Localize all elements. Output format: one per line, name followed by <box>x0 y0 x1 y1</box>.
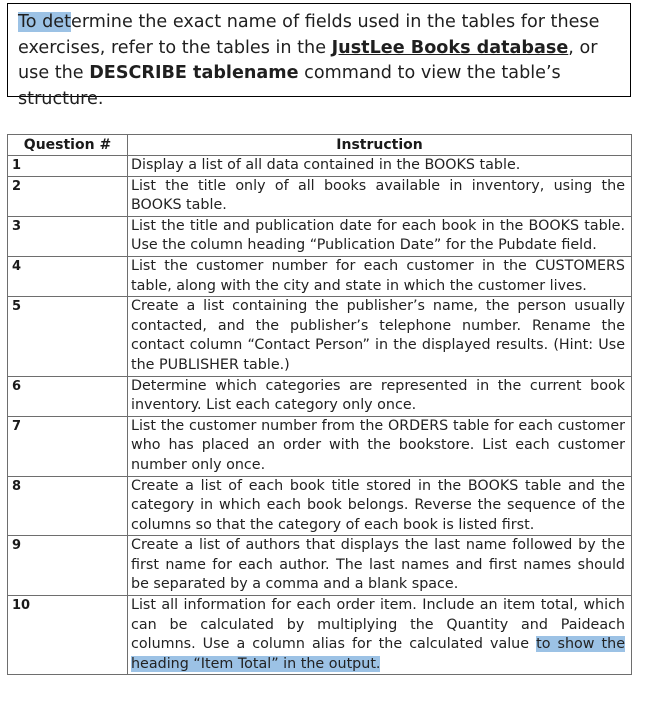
highlighted-text: To det <box>18 12 72 32</box>
table-header-row <box>8 135 632 156</box>
question-number: 1 <box>8 156 128 177</box>
header-question-number: Question # <box>8 135 128 156</box>
intro-text: ermine the exact name of fields used in the tables for these exercises, refer to the tables in the <box>18 12 600 58</box>
instruction-text: List all information for each order item. Include an item total, which can be calculated by multiplying the Quantity and Paideach columns. Use a column alias for the calculated value <box>131 597 625 653</box>
question-number: 7 <box>8 416 128 476</box>
question-number: 8 <box>8 476 128 536</box>
question-number: 5 <box>8 297 128 376</box>
intro-text-mid: , or use the <box>18 37 598 83</box>
instruction-text: Determine which categories are represented in the current book inventory. List each category only once. <box>128 376 632 416</box>
question-number: 6 <box>8 376 128 416</box>
intro-box <box>7 3 631 109</box>
highlighted-text: to show the heading “Item Total” in the output. <box>131 636 626 672</box>
instruction-text: List the customer number for each customer in the CUSTOMERS table, along with the city and state in which the customer lives. <box>128 256 632 296</box>
instruction-text: Create a list containing the publisher’s name, the person usually contacted, and the publisher’s telephone number. Rename the contact column “Contact Person” in the displayed results. (Hint: Use the PUBLISHER table.) <box>128 297 632 376</box>
question-number: 10 <box>8 596 128 675</box>
instruction-text: Create a list of authors that displays the last name followed by the first name for each author. The last names and first names should be separated by a comma and a blank space. <box>128 536 632 596</box>
instruction-text: List the title and publication date for each book in the BOOKS table. Use the column heading “Publication Date” for the Pubdate field. <box>128 216 632 256</box>
database-link[interactable]: JustLee Books database <box>331 37 569 58</box>
questions-table <box>7 134 632 675</box>
instruction-text: List the title only of all books available in inventory, using the BOOKS table. <box>128 176 632 216</box>
instruction-cell <box>128 596 632 675</box>
question-number: 9 <box>8 536 128 596</box>
instruction-text: Create a list of each book title stored in the BOOKS table and the category in which each book belongs. Reverse the sequence of the columns so that the category of each book is listed first. <box>128 476 632 536</box>
intro-text-end: command to view the table’s structure. <box>18 63 561 109</box>
instruction-text: List the customer number from the ORDERS table for each customer who has placed an order with the bookstore. List each customer number only once. <box>128 416 632 476</box>
instruction-text: Display a list of all data contained in the BOOKS table. <box>128 156 632 177</box>
table-row <box>8 156 632 177</box>
table-row <box>8 596 632 675</box>
question-number: 3 <box>8 216 128 256</box>
table-row <box>8 256 632 296</box>
table-row <box>8 476 632 536</box>
table-row <box>8 416 632 476</box>
describe-command: DESCRIBE tablename <box>89 63 299 83</box>
question-number: 2 <box>8 176 128 216</box>
header-instruction: Instruction <box>128 135 632 156</box>
table-row <box>8 376 632 416</box>
table-row <box>8 297 632 376</box>
table-row <box>8 176 632 216</box>
table-row <box>8 536 632 596</box>
question-number: 4 <box>8 256 128 296</box>
table-row <box>8 216 632 256</box>
